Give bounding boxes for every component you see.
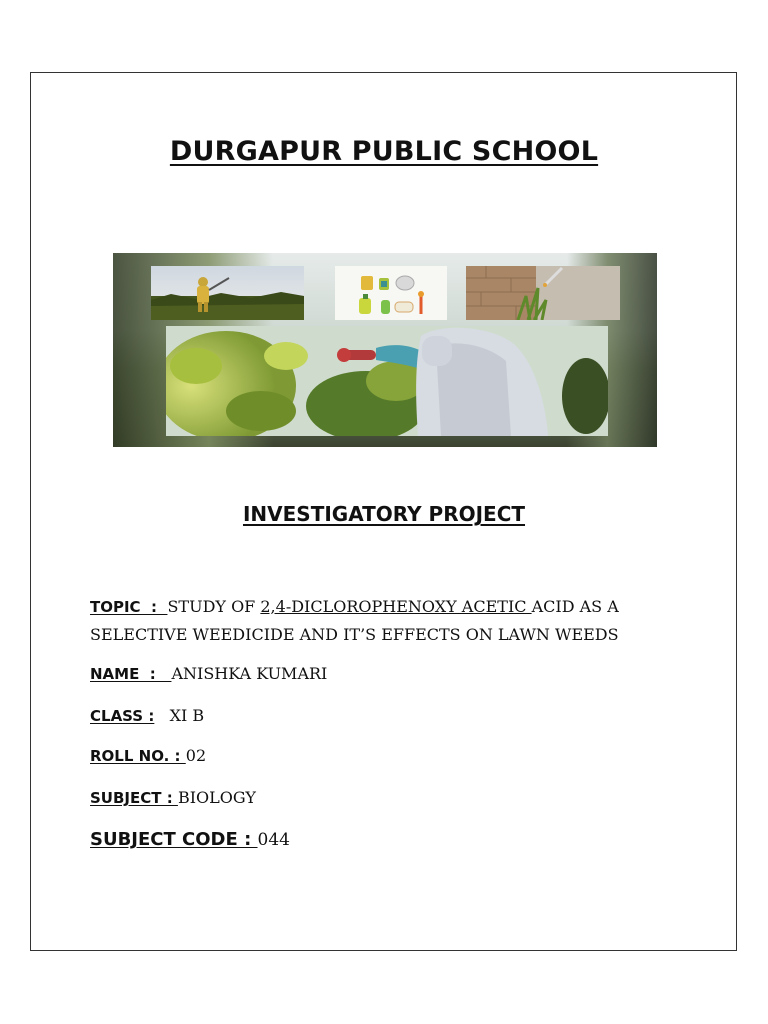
name-label: NAME : — [90, 665, 172, 683]
subject-field — [90, 784, 256, 812]
school-title: DURGAPUR PUBLIC SCHOOL — [169, 136, 599, 167]
topic-text-underlined: 2,4-DICLOROPHENOXY ACETIC — [260, 597, 532, 616]
subject-code-field — [90, 826, 290, 854]
name-value: ANISHKA KUMARI — [171, 664, 328, 683]
roll-value: 02 — [185, 746, 207, 765]
subject-label: SUBJECT : — [90, 789, 178, 807]
topic-label: TOPIC : — [90, 598, 168, 616]
name-field — [90, 660, 327, 688]
topic-field — [90, 593, 650, 648]
class-label: CLASS : — [90, 707, 155, 725]
pesticide-products-thumbnail — [335, 266, 447, 320]
subject-value: BIOLOGY — [177, 788, 256, 807]
weeds-wall-thumbnail — [466, 266, 620, 320]
class-field — [90, 702, 204, 730]
class-value: XI B — [169, 706, 205, 725]
cover-banner-image — [113, 253, 657, 447]
roll-field — [90, 742, 206, 770]
project-heading: INVESTIGATORY PROJECT — [242, 502, 526, 526]
topic-text-before: STUDY OF — [167, 597, 261, 616]
farmer-spraying-thumbnail — [151, 266, 304, 320]
subject-code-label: SUBJECT CODE : — [90, 829, 258, 850]
subject-code-value: 044 — [257, 830, 290, 850]
topic-text-after: ACID AS A SELECTIVE WEEDICIDE AND IT’S EFFECTS ON LAWN WEEDS — [90, 597, 619, 644]
protective-suit-spraying-photo — [166, 326, 608, 436]
roll-label: ROLL NO. : — [90, 747, 186, 765]
